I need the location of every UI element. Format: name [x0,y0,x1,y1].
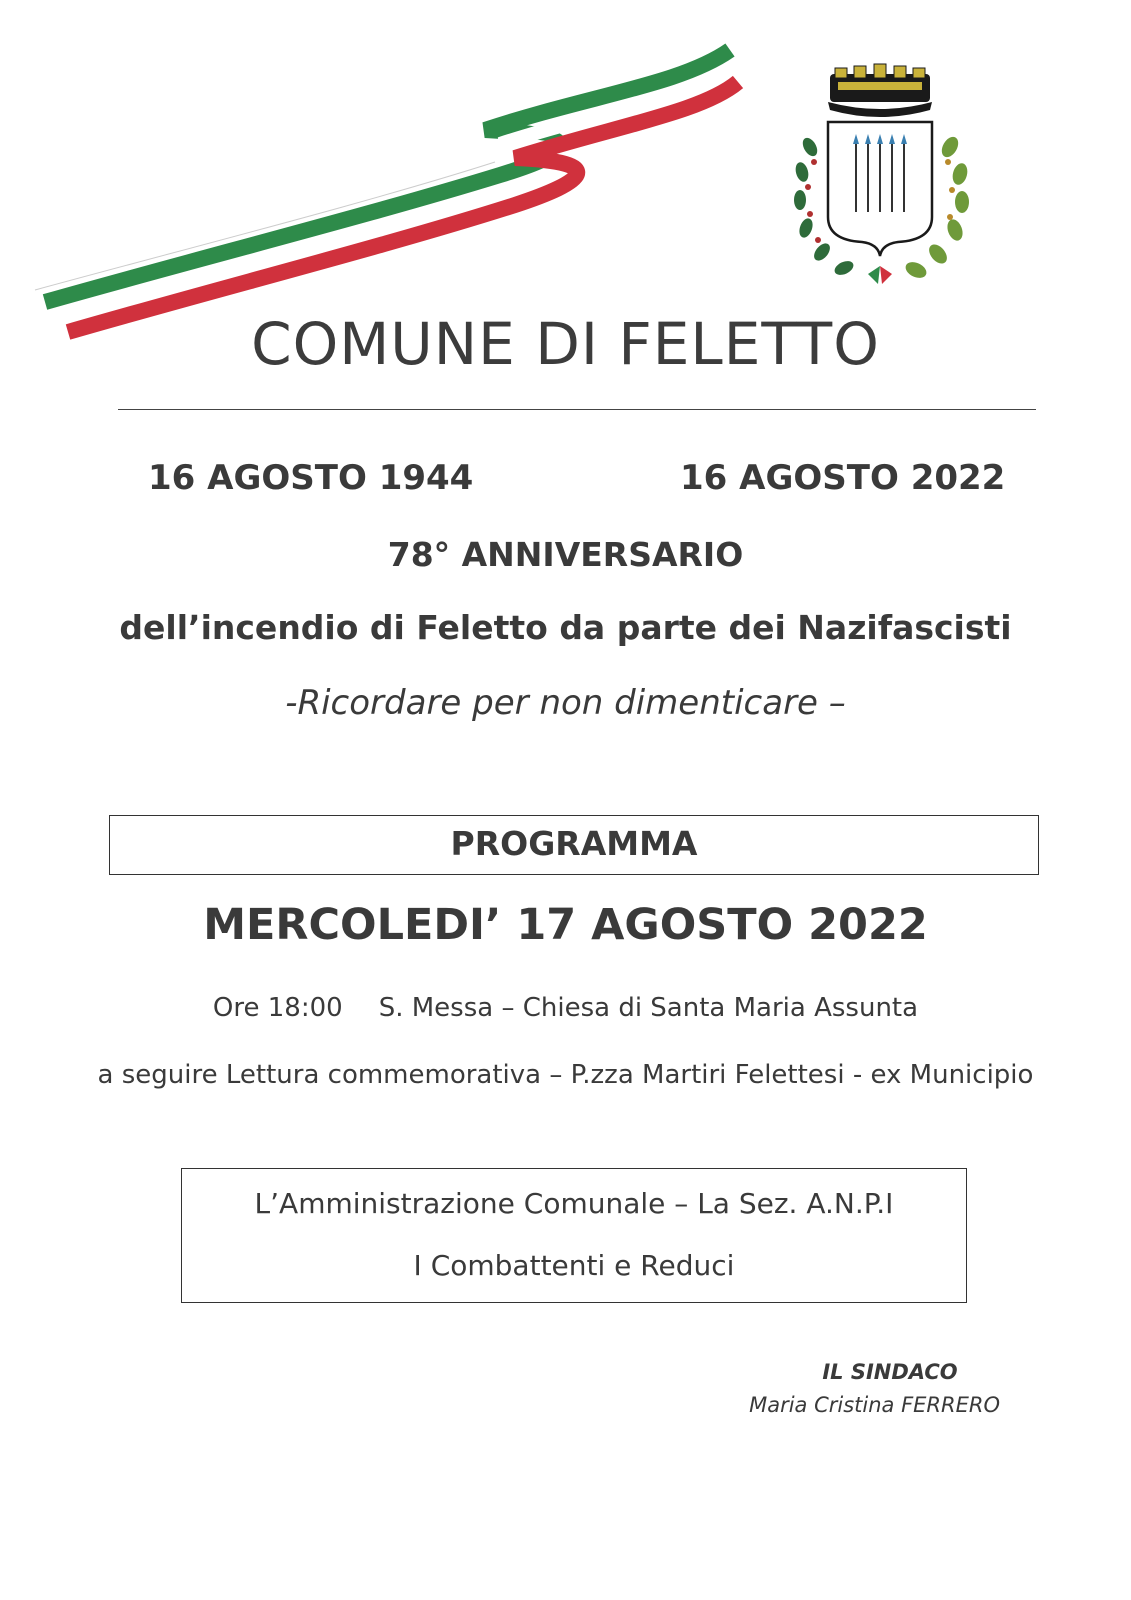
event-date: MERCOLEDI’ 17 AGOSTO 2022 [203,900,928,950]
crown-icon [828,64,932,117]
organizers-line-1: L’Amministrazione Comunale – La Sez. A.N.P.I [254,1187,894,1220]
event-subtitle: dell’incendio di Feletto da parte dei Nazifascisti [119,608,1012,647]
date-end: 16 AGOSTO 2022 [680,458,1006,498]
municipal-crest [780,52,980,290]
signature-name: Maria Cristina FERRERO [749,1393,1000,1417]
follow-up-line: a seguire Lettura commemorativa – P.zza Martiri Felettesi - ex Municipio [97,1060,1034,1090]
mass-time: Ore 18:00 [212,993,343,1023]
anniversary-heading: 78° ANNIVERSARIO [387,535,744,574]
organizers-box [181,1168,967,1303]
organizers-line-2: I Combattenti e Reduci [413,1249,735,1282]
mass-description: S. Messa – Chiesa di Santa Maria Assunta [378,993,919,1023]
programme-heading-box [109,815,1039,875]
title-divider [118,409,1036,410]
motto: -Ricordare per non dimenticare – [285,683,846,723]
mass-line [0,993,1131,1023]
signature-role: IL SINDACO [822,1360,958,1384]
programme-heading: PROGRAMMA [450,824,698,863]
date-start: 16 AGOSTO 1944 [148,458,474,498]
page-title: COMUNE DI FELETTO [251,310,880,378]
